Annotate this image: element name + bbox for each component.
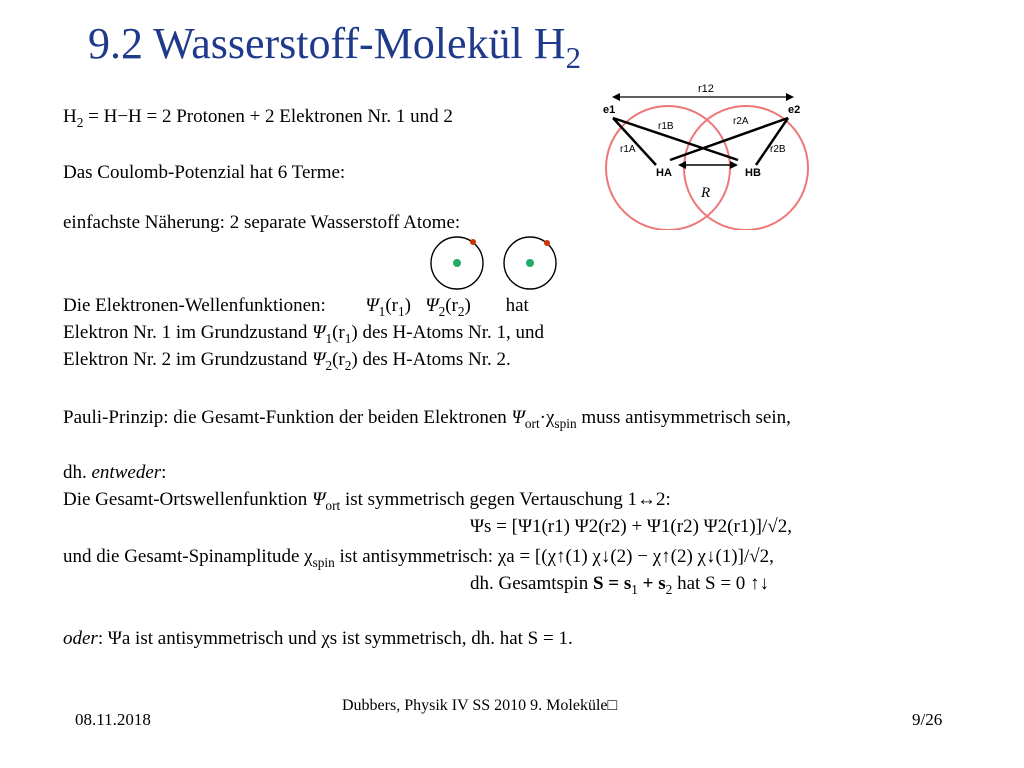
r12-label: r12 bbox=[698, 83, 714, 95]
footer-page: 9/26 bbox=[912, 710, 943, 729]
line-approx: einfachste Näherung: 2 separate Wasserstoff Atome: bbox=[63, 212, 461, 233]
atom-1-nucleus bbox=[453, 259, 461, 267]
atom-2-nucleus bbox=[526, 259, 534, 267]
r2B-label: r2B bbox=[770, 144, 786, 155]
line-electron-1: Elektron Nr. 1 im Grundzustand $\Psi_1(r_1)$ des H-Atoms Nr. 1, und bbox=[63, 322, 545, 346]
HB-label: HB bbox=[745, 167, 761, 179]
line-entweder: dh. entweder: bbox=[63, 462, 167, 483]
footer-date: 08.11.2018 bbox=[75, 710, 151, 729]
line-coulomb: Das Coulomb-Potenzial hat 6 Terme: bbox=[63, 162, 346, 183]
R-label: R bbox=[701, 185, 711, 201]
r1B-label: r1B bbox=[658, 121, 674, 132]
line-spinamplitude: und die Gesamt-Spinamplitude $\chi_{spin}$ ist antisymmetrisch: χa = [(χ↑(1) χ↓(2) − χ↑(2) χ↓(1)]/√2, bbox=[63, 546, 774, 570]
r2A-label: r2A bbox=[733, 116, 749, 127]
line-ortswelle: Die Gesamt-Ortswellenfunktion $\Psi_{ort}$ ist symmetrisch gegen Vertauschung 1↔2: bbox=[63, 489, 671, 513]
footer-center: Dubbers, Physik IV SS 2010 9. Moleküle□ bbox=[342, 697, 618, 714]
h2-molecule-diagram bbox=[598, 80, 813, 230]
two-atoms-diagram bbox=[425, 235, 585, 295]
line-molecule: $H_2 = H-H = 2$ Protonen + 2 Elektronen Nr. 1 und 2 bbox=[63, 106, 453, 130]
line-gesamtspin: dh. Gesamtspin $S = s_1 + s_2$ hat S = 0 ↑↓ bbox=[470, 573, 770, 597]
line-oder: oder: Ψa ist antisymmetrisch und χs ist symmetrisch, dh. hat S = 1. bbox=[63, 628, 573, 649]
r1A-label: r1A bbox=[620, 144, 636, 155]
r2B-arrow bbox=[756, 118, 788, 165]
line-electron-2: Elektron Nr. 2 im Grundzustand $\Psi_2(r_2)$ des H-Atoms Nr. 2. bbox=[63, 349, 511, 373]
line-psi-s: Ψs = [Ψ1(r1) Ψ2(r2) + Ψ1(r2) Ψ2(r1)]/√2, bbox=[470, 516, 792, 537]
page-title: 9.2 Wasserstoff-Molekül $H_2$ bbox=[88, 19, 581, 75]
e1-label: e1 bbox=[603, 104, 616, 116]
line-wavefunctions: Die Elektronen-Wellenfunktionen: $\Psi_1(r_1)$ $\Psi_2(r_2)$ hat bbox=[63, 295, 529, 319]
line-pauli: Pauli-Prinzip: die Gesamt-Funktion der beiden Elektronen $\Psi_{ort}\cdot\chi_{spin}$ muss antisymmetrisch sein, bbox=[63, 407, 791, 431]
e2-label: e2 bbox=[788, 104, 801, 116]
atom-1-electron bbox=[470, 239, 476, 245]
HA-label: HA bbox=[656, 167, 672, 179]
atom-2-electron bbox=[544, 240, 550, 246]
